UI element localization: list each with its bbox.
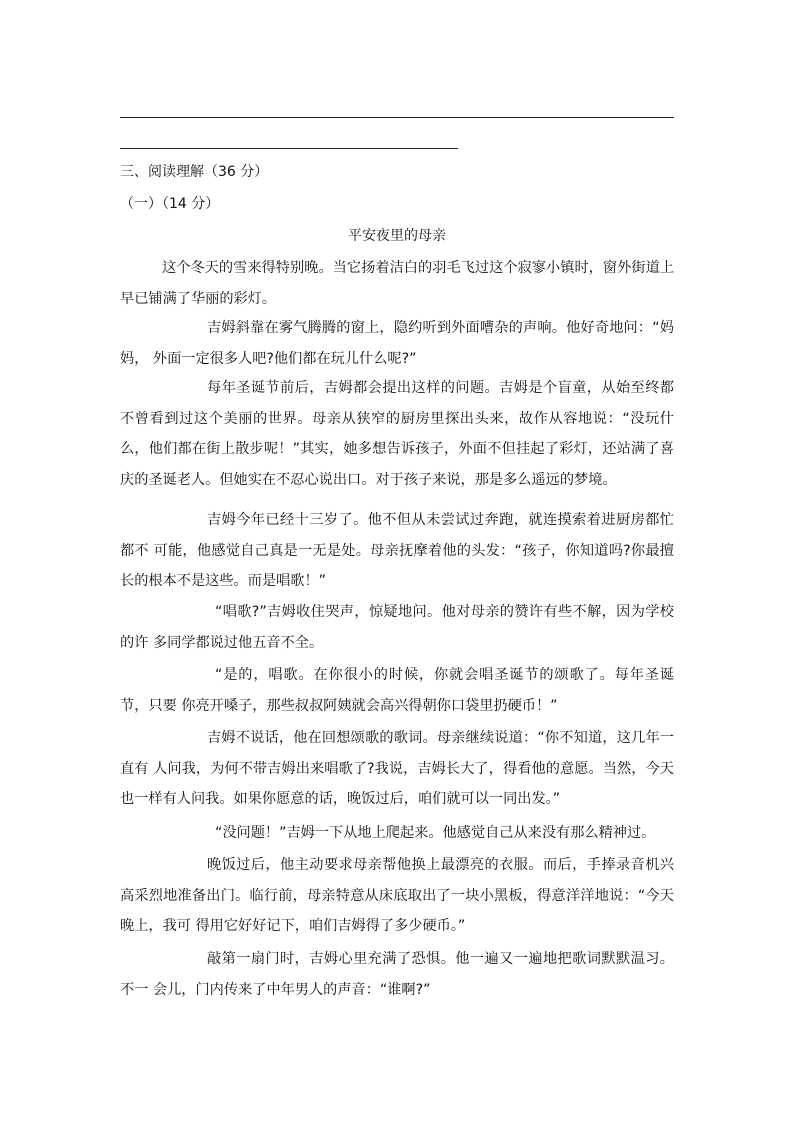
section-heading: 三、阅读理解（36 分） [120,164,269,180]
answer-line-2 [120,148,458,149]
paragraph: 吉姆斜靠在雾气腾腾的窗上，隐约听到外面嘈杂的声响。他好奇地问：“妈妈， 外面一定很多人吧?他们都在玩儿什么呢?” [120,320,674,367]
subsection-heading: （一）（14 分） [120,196,220,212]
paragraph: “没问题！”吉姆一下从地上爬起来。他感觉自己从来没有那么精神过。 [215,825,656,841]
paragraph: 吉姆今年已经十三岁了。他不但从未尝试过奔跑，就连摸索着进厨房都忙都不 可能，他感觉自己真是一无是处。母亲抚摩着他的头发：“孩子，你知道吗?你最擅长的根本不是这些。而是唱歌！” [120,512,674,589]
paragraph: 吉姆不说话，他在回想颂歌的歌词。母亲继续说道：“你不知道，这几年一直有 人问我，为何不带吉姆出来唱歌了?我说，吉姆长大了，得看他的意愿。当然，今天也一样有人问我。如果你愿意的话，晚饭过后，咱们就可以一同出发。” [120,730,674,807]
paragraph: “唱歌?”吉姆收住哭声，惊疑地问。他对母亲的赞许有些不解，因为学校的许 多同学都说过他五音不全。 [120,604,674,651]
story-title: 平安夜里的母亲 [348,228,446,244]
paragraph: 敲第一扇门时，吉姆心里充满了恐惧。他一遍又一遍地把歌词默默温习。不一 会儿，门内传来了中年男人的声音：“谁啊?” [120,951,674,998]
paragraph: 晚饭过后，他主动要求母亲帮他换上最漂亮的衣服。而后，手捧录音机兴高采烈地准备出门。临行前，母亲特意从床底取出了一块小黑板，得意洋洋地说：“今天晚上，我可 得用它好好记下，咱们吉姆得了多少硬币。” [120,857,674,934]
paragraph: 每年圣诞节前后，吉姆都会提出这样的问题。吉姆是个盲童，从始至终都不曾看到过这个美丽的世界。母亲从狭窄的厨房里探出头来，故作从容地说：“没玩什么，他们都在街上散步呢！”其实，她多想告诉孩子，外面不但挂起了彩灯，还站满了喜庆的圣诞老人。但她实在不忍心说出口。对于孩子来说，那是多么遥远的梦境。 [120,380,674,488]
paragraph: “是的，唱歌。在你很小的时候，你就会唱圣诞节的颂歌了。每年圣诞节，只要 你亮开嗓子，那些叔叔阿姨就会高兴得朝你口袋里扔硬币！” [120,667,674,714]
paragraph: 这个冬天的雪来得特别晚。当它扬着洁白的羽毛飞过这个寂寥小镇时，窗外街道上早已铺满了华丽的彩灯。 [120,260,674,307]
answer-line-1 [120,117,674,118]
